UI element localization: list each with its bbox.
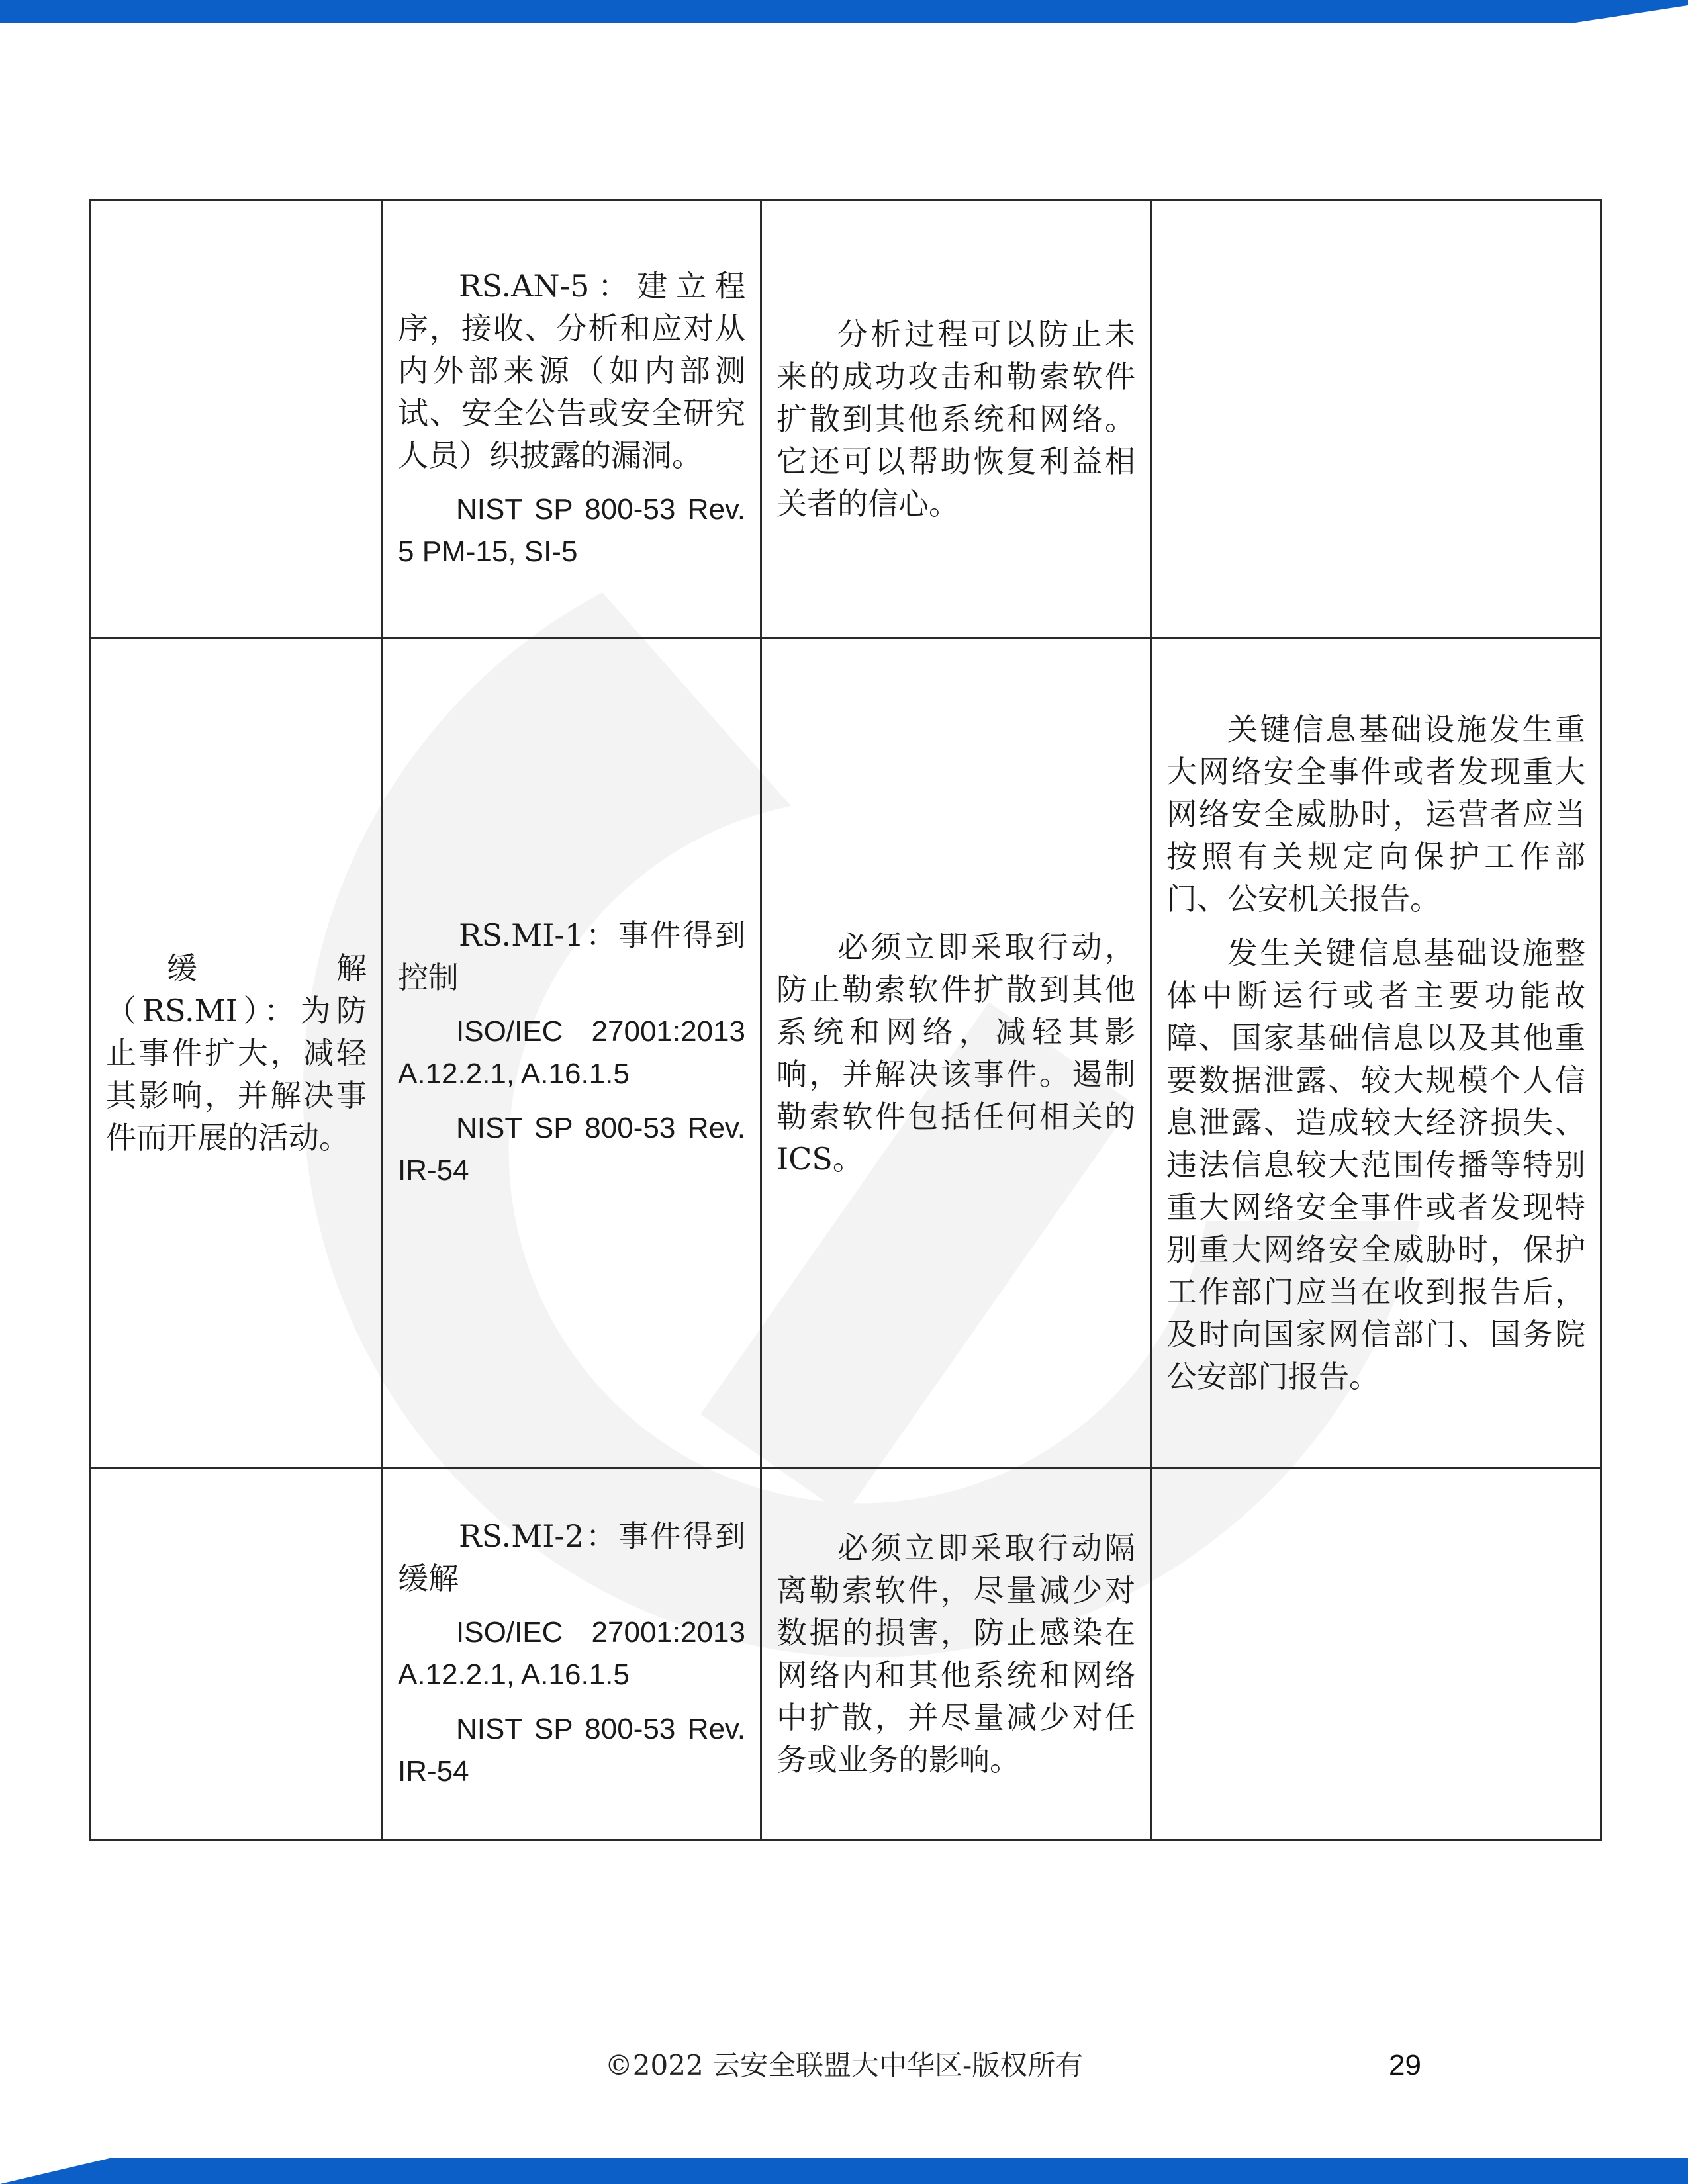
description-cell — [761, 200, 1151, 639]
reference-text: NIST SP 800-53 Rev. 5 PM-15, SI-5 — [398, 493, 745, 568]
table-row — [91, 200, 1601, 639]
subcategory-cell — [383, 1468, 761, 1841]
regulation-text: 发生关键信息基础设施整体中断运行或者主要功能故障、国家基础信息以及其他重要数据泄露、较大规模个人信息泄露、造成较大经济损失、违法信息较大范围传播等特别重大网络安全事件或者发现特别重大网络安全威胁时，保护工作部门应当在收到报告后，及时向国家网信部门、国务院公安部门报告。 — [1166, 935, 1585, 1394]
function-cell — [91, 200, 383, 639]
function-cell — [91, 1468, 383, 1841]
subcategory-cell — [383, 639, 761, 1468]
controls-table — [89, 199, 1602, 1841]
reference-text: ISO/IEC 27001:2013 A.12.2.1, A.16.1.5 — [398, 1616, 745, 1691]
header-accent-bar — [0, 0, 1688, 24]
subcategory-cell — [383, 200, 761, 639]
reference-text: NIST SP 800-53 Rev. IR-54 — [398, 1713, 745, 1788]
footer-copyright: ©2022 云安全联盟大中华区-版权所有 — [604, 2049, 1084, 2081]
footer-accent-bar — [0, 2156, 1688, 2184]
function-cell — [91, 639, 383, 1468]
description-text: 分析过程可以防止未来的成功攻击和勒索软件扩散到其他系统和网络。它还可以帮助恢复利益相关者的信心。 — [776, 316, 1135, 522]
page-number: 29 — [1389, 2049, 1421, 2081]
regulation-cell — [1151, 1468, 1601, 1841]
regulation-text: 关键信息基础设施发生重大网络安全事件或者发现重大网络安全威胁时，运营者应当按照有关规定向保护工作部门、公安机关报告。 — [1166, 711, 1585, 917]
subcategory-text: RS.MI-1：事件得到控制 — [398, 917, 745, 995]
table-row — [91, 639, 1601, 1468]
table-row — [91, 1468, 1601, 1841]
reference-text: ISO/IEC 27001:2013 A.12.2.1, A.16.1.5 — [398, 1015, 745, 1090]
description-cell — [761, 639, 1151, 1468]
subcategory-text: RS.AN-5：建立程序，接收、分析和应对从内外部来源（如内部测试、安全公告或安全研究人员）织披露的漏洞。 — [398, 268, 745, 473]
subcategory-text: RS.MI-2：事件得到缓解 — [398, 1518, 745, 1596]
description-cell — [761, 1468, 1151, 1841]
description-text: 必须立即采取行动隔离勒索软件，尽量减少对数据的损害，防止感染在网络内和其他系统和网络中扩散，并尽量减少对任务或业务的影响。 — [776, 1530, 1135, 1778]
reference-text: NIST SP 800-53 Rev. IR-54 — [398, 1112, 745, 1187]
function-text: 缓解（RS.MI）：为防止事件扩大，减轻其影响，并解决事件而开展的活动。 — [106, 950, 367, 1156]
regulation-cell — [1151, 200, 1601, 639]
regulation-cell — [1151, 639, 1601, 1468]
description-text: 必须立即采取行动，防止勒索软件扩散到其他系统和网络，减轻其影响，并解决该事件。遏制勒索软件包括任何相关的 ICS。 — [776, 929, 1135, 1177]
